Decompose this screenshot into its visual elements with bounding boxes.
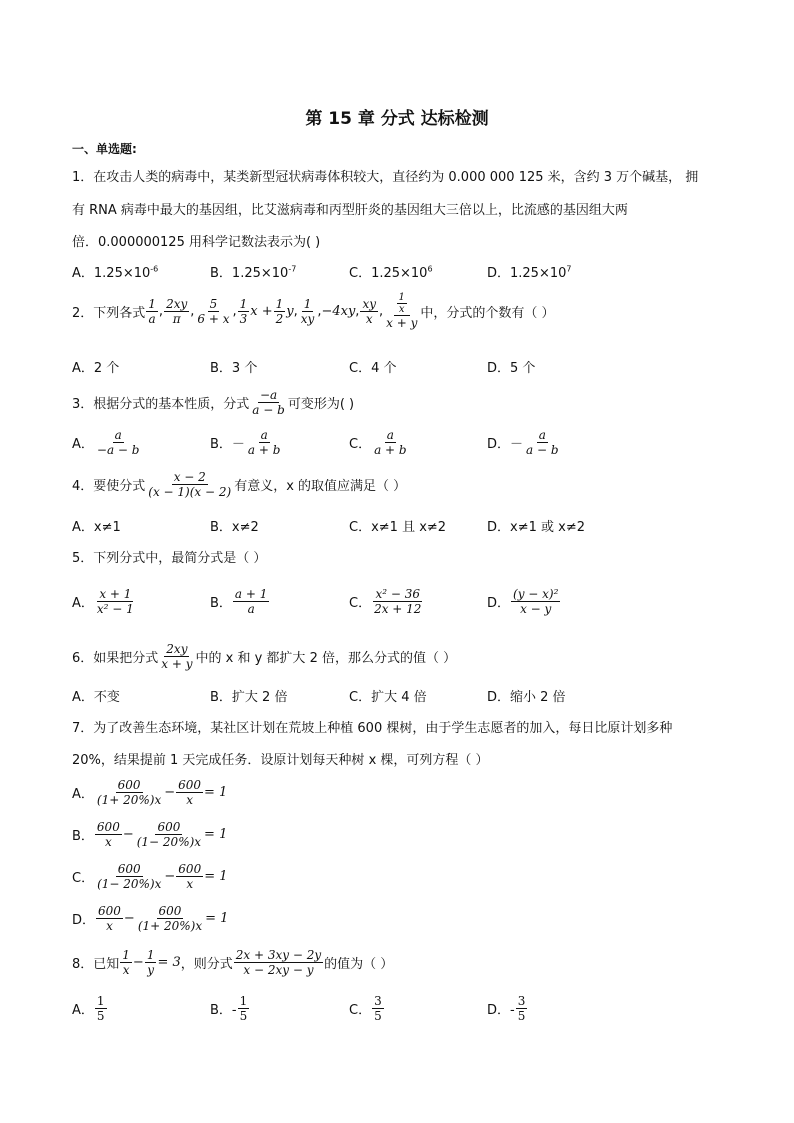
q2-option-c[interactable]: C．4 个 bbox=[349, 361, 397, 376]
q3-option-c[interactable]: C． $\frac{a}{a + b}$ bbox=[349, 428, 407, 457]
section-heading: 一、单选题: bbox=[72, 142, 137, 156]
page-title: 第 15 章 分式 达标检测 bbox=[305, 109, 489, 129]
q4-option-c[interactable]: C．x≠1 且 x≠2 bbox=[349, 520, 447, 535]
q3-option-a[interactable]: A． $\frac{a}{-a - b}$ bbox=[72, 428, 140, 457]
q6-option-c[interactable]: C．扩大 4 倍 bbox=[349, 690, 427, 705]
q5-option-d[interactable]: D． $\frac{\text{(y − x)²}}{x - y}$ bbox=[487, 587, 559, 616]
q4-option-b[interactable]: B．x≠2 bbox=[210, 520, 259, 535]
q8-option-c[interactable]: C． $\frac{3}{5}$ bbox=[349, 994, 382, 1023]
q2-stem: 2．下列各式 $\frac{1}{a}$ , $\frac{2xy}{\pi}$ , $\frac{5}{6 + x}$ , $\frac{1}{3}$ x + $\frac{1}{2}$ y , $\frac{1}{xy}$ , −4xy , $\frac{xy}{x}$ , $\frac{\frac{1}{x}}{x + y}$ 中，分式的个数有（ ） bbox=[72, 292, 555, 330]
q3-stem: 3．根据分式的基本性质，分式 $\frac{-a}{a - b}$ 可变形为( ) bbox=[72, 388, 355, 417]
q8-option-b[interactable]: B．- $\frac{1}{5}$ bbox=[210, 994, 248, 1023]
q1-option-b[interactable]: B．$1.25\times 10^{-7}$ bbox=[210, 264, 297, 281]
q4-stem: 4．要使分式 $\frac{x - 2}{(x - 1)(x - 2)}$ 有意义，x 的取值应满足（ ） bbox=[72, 470, 407, 499]
q3-option-d[interactable]: D．－ $\frac{a}{a - b}$ bbox=[487, 428, 559, 457]
q1-line3: 倍．0.000000125 用科学记数法表示为( ) bbox=[72, 235, 321, 250]
q1-option-d[interactable]: D．$1.25\times 10^7$ bbox=[487, 264, 572, 281]
q5-option-a[interactable]: A． $\frac{x + 1}{\text{x² − 1}}$ bbox=[72, 587, 134, 616]
q6-stem: 6．如果把分式 $\frac{2xy}{x + y}$ 中的 x 和 y 都扩大 2 倍，那么分式的值（ ） bbox=[72, 642, 457, 671]
q1-line1: 1．在攻击人类的病毒中，某类新型冠状病毒体积较大，直径约为 0.000 000 125 米，含约 3 万个碱基， 拥 bbox=[72, 170, 699, 185]
q7-option-c[interactable]: C． $\frac{600}{(1- 20\%)x}$ − $\frac{600}{x}$ = 1 bbox=[72, 862, 228, 891]
q6-option-a[interactable]: A．不变 bbox=[72, 690, 120, 705]
q5-stem: 5．下列分式中，最简分式是（ ） bbox=[72, 551, 267, 566]
q7-option-d[interactable]: D． $\frac{600}{x}$ − $\frac{600}{(1+ 20\%)x}$ = 1 bbox=[72, 904, 229, 933]
q6-option-b[interactable]: B．扩大 2 倍 bbox=[210, 690, 288, 705]
q8-option-a[interactable]: A． $\frac{1}{5}$ bbox=[72, 994, 105, 1023]
q4-option-d[interactable]: D．x≠1 或 x≠2 bbox=[487, 520, 585, 535]
q5-option-c[interactable]: C． $\frac{\text{x² − 36}}{2x + 12}$ bbox=[349, 587, 422, 616]
q8-option-d[interactable]: D．- $\frac{3}{5}$ bbox=[487, 994, 526, 1023]
q6-option-d[interactable]: D．缩小 2 倍 bbox=[487, 690, 566, 705]
q5-option-b[interactable]: B． $\frac{a + 1}{a}$ bbox=[210, 587, 268, 616]
q7-line2: 20%，结果提前 1 天完成任务．设原计划每天种树 x 棵，可列方程（ ） bbox=[72, 753, 489, 768]
q2-option-a[interactable]: A．2 个 bbox=[72, 361, 120, 376]
q7-option-b[interactable]: B． $\frac{600}{x}$ − $\frac{600}{(1- 20\%)x}$ = 1 bbox=[72, 820, 228, 849]
q7-line1: 7．为了改善生态环境，某社区计划在荒坡上种植 600 棵树，由于学生志愿者的加入，每日比原计划多种 bbox=[72, 721, 673, 736]
q4-option-a[interactable]: A．x≠1 bbox=[72, 520, 121, 535]
q1-line2: 有 RNA 病毒中最大的基因组，比艾滋病毒和丙型肝炎的基因组大三倍以上，比流感的基因组大两 bbox=[72, 203, 628, 218]
q7-option-a[interactable]: A． $\frac{600}{(1+ 20\%)x}$ − $\frac{600}{x}$ = 1 bbox=[72, 778, 228, 807]
q2-option-b[interactable]: B．3 个 bbox=[210, 361, 258, 376]
q3-option-b[interactable]: B．－ $\frac{a}{a + b}$ bbox=[210, 428, 281, 457]
q8-stem: 8．已知 $\frac{1}{x}$ − $\frac{1}{y}$ = 3 ，则分式 $\frac{2x + 3xy - 2y}{x - 2xy - y}$ 的值为（ ） bbox=[72, 948, 394, 977]
q1-option-c[interactable]: C．$1.25\times 10^6$ bbox=[349, 264, 433, 281]
q1-option-a[interactable]: A．$1.25\times 10^{-6}$ bbox=[72, 264, 159, 281]
q2-option-d[interactable]: D．5 个 bbox=[487, 361, 536, 376]
